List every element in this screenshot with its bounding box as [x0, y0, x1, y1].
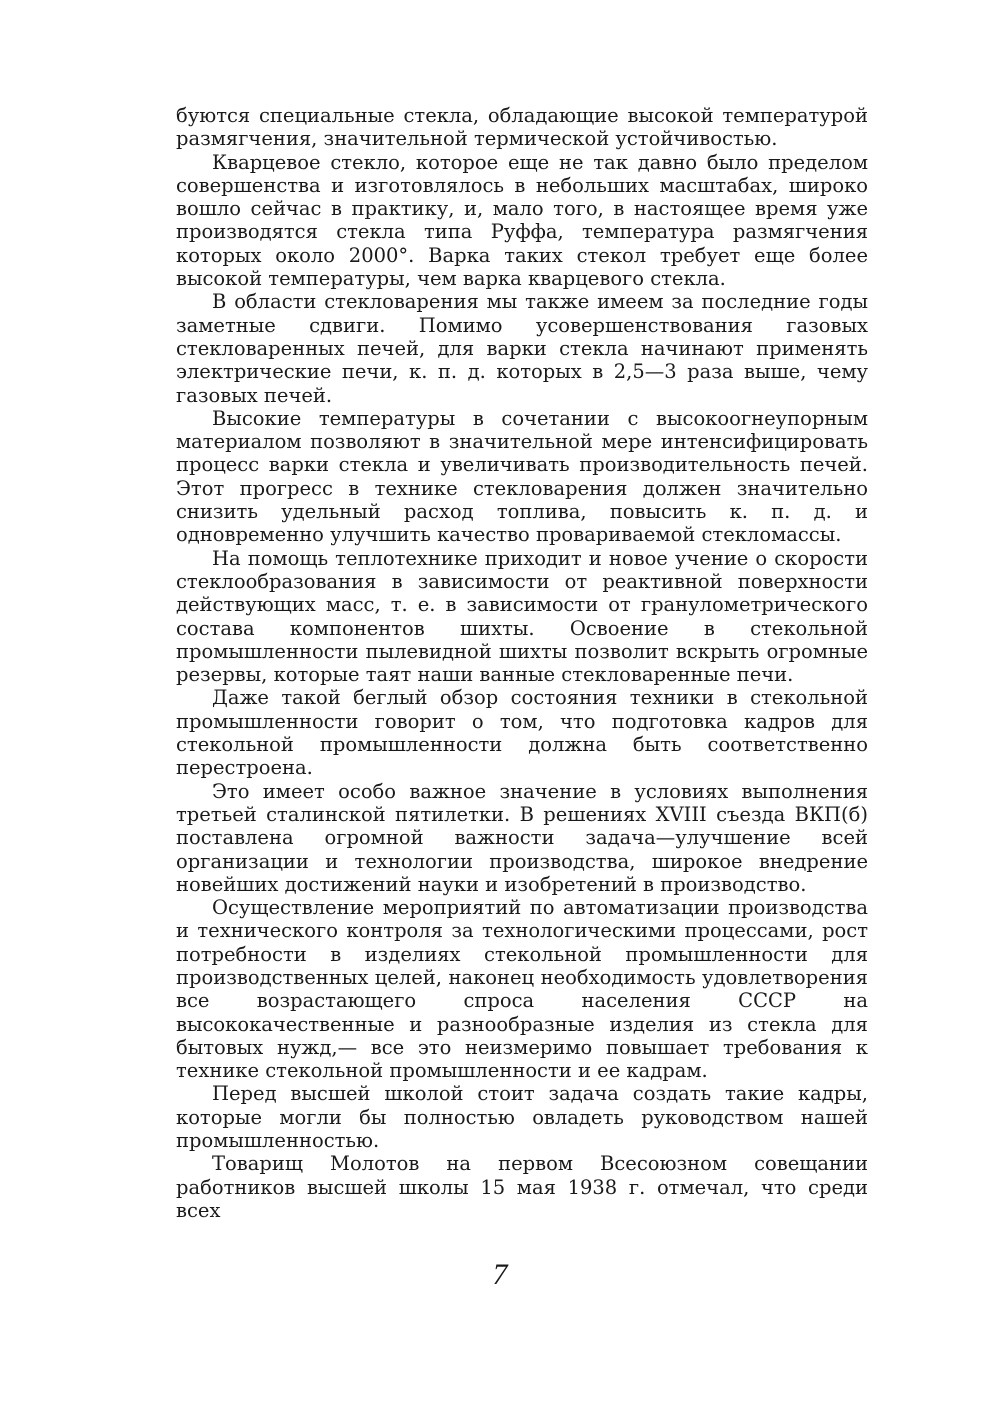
- paragraph-1-continued: буются специальные стекла, обладающие высокой температурой размягчения, значительной термической устойчивостью.: [176, 104, 868, 151]
- body-text: [176, 104, 868, 1222]
- paragraph-five-year-plan: Это имеет особо важное значение в условиях выполнения третьей сталинской пятилетки. В решениях XVIII съезда ВКП(б) поставлена огромной важности задача—улучшение всей организации и технологии производства, широкое внедрение новейших достижений науки и изобретений в производство.: [176, 779, 868, 896]
- page-number: 7: [492, 1258, 508, 1291]
- paragraph-glass-formation-rate: На помощь теплотехнике приходит и новое учение о скорости стеклообразования в зависимости от реактивной поверхности действующих масс, т. е. в зависимости от гранулометрического состава компонентов шихты. Освоение в стекольной промышленности пылевидной шихты позволит вскрыть огромные резервы, которые таят наши ванные стекловаренные печи.: [176, 546, 868, 687]
- paragraph-high-temperatures: Высокие температуры в сочетании с высокоогнеупорным материалом позволяют в значительной мере интенсифицировать процесс варки стекла и увеличивать производительность печей. Этот прогресс в технике стекловарения должен значительно снизить удельный расход топлива, повысить к. п. д. и одновременно улучшить качество провариваемой стекломассы.: [176, 406, 868, 547]
- paragraph-quartz-glass: Кварцевое стекло, которое еще не так давно было пределом совершенства и изготовлялось в небольших масштабах, широко вошло сейчас в практику, и, мало того, в настоящее время уже производятся стекла типа Руффа, температура размягчения которых около 2000°. Варка таких стекол требует еще более высокой температуры, чем варка кварцевого стекла.: [176, 150, 868, 291]
- paragraph-personnel-training: Даже такой беглый обзор состояния техники в стекольной промышленности говорит о том, что подготовка кадров для стекольной промышленности должна быть соответственно перестроена.: [176, 686, 868, 780]
- paragraph-higher-school: Перед высшей школой стоит задача создать такие кадры, которые могли бы полностью овладеть руководством нашей промышленностью.: [176, 1082, 868, 1153]
- paragraph-molotov: Товарищ Молотов на первом Всесоюзном совещании работников высшей школы 15 мая 1938 г. отмечал, что среди всех: [176, 1152, 868, 1222]
- paragraph-glassmaking-furnaces: В области стекловарения мы также имеем за последние годы заметные сдвиги. Помимо усовершенствования газовых стекловаренных печей, для варки стекла начинают применять электрические печи, к. п. д. которых в 2,5—3 раза выше, чему газовых печей.: [176, 290, 868, 407]
- paragraph-automation: Осуществление мероприятий по автоматизации производства и технического контроля за технологическими процессами, рост потребности в изделиях стекольной промышленности для производственных целей, наконец необходимость удовлетворения все возрастающего спроса населения СССР на высококачественные и разнообразные изделия из стекла для бытовых нужд,— все это неизмеримо повышает требования к технике стекольной промышленности и ее кадрам.: [176, 896, 868, 1083]
